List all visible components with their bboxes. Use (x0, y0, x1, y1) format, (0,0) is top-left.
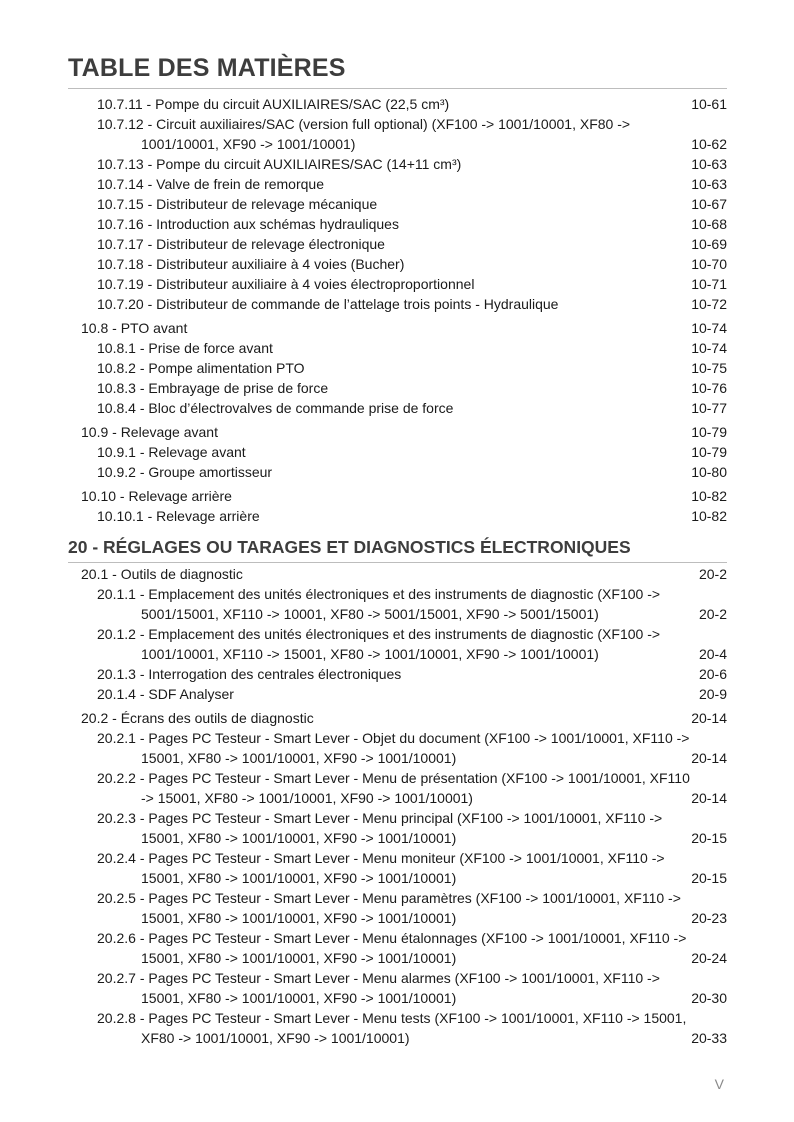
toc-entry-title-continuation: 15001, XF80 -> 1001/10001, XF90 -> 1001/10001) (141, 990, 457, 1006)
toc-entry-page: 10-74 (691, 320, 727, 336)
toc-entry-title (97, 684, 234, 704)
toc-entry-title-line: 20.1.4 - SDF Analyser (97, 686, 234, 702)
toc-entry-page: 10-71 (691, 276, 727, 292)
toc-entry-page: 20-14 (691, 710, 727, 726)
toc-entry-page: 10-70 (691, 256, 727, 272)
toc-entry-title-continuation: -> 15001, XF80 -> 1001/10001, XF90 -> 1001/10001) (141, 790, 473, 806)
toc-entry-title (97, 664, 401, 684)
toc-entry-title (97, 114, 630, 154)
toc-entry-title-line: 10.10 - Relevage arrière (81, 488, 232, 504)
toc-entry-title-line: 20.2 - Écrans des outils de diagnostic (81, 710, 314, 726)
toc-entry-page: 10-79 (691, 444, 727, 460)
toc-entry-title (97, 274, 474, 294)
toc-entry-title (97, 888, 681, 928)
toc-entry-title-continuation: 1001/10001, XF90 -> 1001/10001) (141, 136, 356, 152)
toc-entry-title (97, 214, 399, 234)
toc-entry-title-continuation: 5001/15001, XF110 -> 10001, XF80 -> 5001/15001, XF90 -> 5001/15001) (141, 606, 599, 622)
toc-entry-page: 20-9 (698, 686, 727, 702)
toc-entry-title (97, 294, 558, 314)
toc-entry-page: 10-69 (691, 236, 727, 252)
toc-entry-title (81, 486, 232, 506)
toc-entry-page: 20-6 (698, 666, 727, 682)
toc-entry-title-line: 10.7.11 - Pompe du circuit AUXILIAIRES/SAC (22,5 cm³) (97, 96, 450, 112)
toc-entry-title (97, 154, 461, 174)
toc-entry-title-line: 10.9.2 - Groupe amortisseur (97, 464, 273, 480)
toc-entry-title (81, 422, 218, 442)
toc-entry-title-line: 10.7.13 - Pompe du circuit AUXILIAIRES/SAC (14+11 cm³) (97, 156, 462, 172)
toc-entry-title-continuation: 15001, XF80 -> 1001/10001, XF90 -> 1001/10001) (141, 950, 457, 966)
toc-entry-title (97, 398, 453, 418)
toc-entry-title-continuation: 15001, XF80 -> 1001/10001, XF90 -> 1001/10001) (141, 870, 457, 886)
toc-entry-title (97, 928, 686, 968)
toc-entry-title-line: 10.9 - Relevage avant (81, 424, 218, 440)
toc-entry-title-line: 10.7.18 - Distributeur auxiliaire à 4 voies (Bucher) (97, 256, 405, 272)
toc-entry-page: 10-77 (691, 400, 727, 416)
toc-entry-title-line: 20.2.5 - Pages PC Testeur - Smart Lever - Menu paramètres (XF100 -> 1001/10001, XF110 -> (97, 890, 681, 906)
toc-entry-page: 10-82 (691, 488, 727, 504)
toc-entry-title-line: 10.8 - PTO avant (81, 320, 188, 336)
toc-entry-title (97, 1008, 686, 1048)
toc-entry-title (81, 564, 243, 584)
toc-entry-page: 10-82 (691, 508, 727, 524)
toc-entry-title-line: 20.2.8 - Pages PC Testeur - Smart Lever - Menu tests (XF100 -> 1001/10001, XF110 -> 15001, (97, 1010, 687, 1026)
toc-entry-title-line: 10.7.15 - Distributeur de relevage mécanique (97, 196, 378, 212)
chapter-divider (68, 562, 727, 563)
toc-entry-title (97, 462, 272, 482)
toc-entry-title-line: 10.8.4 - Bloc d’électrovalves de commande prise de force (97, 400, 454, 416)
toc-entry-title-line: 10.7.16 - Introduction aux schémas hydrauliques (97, 216, 399, 232)
toc-entry-page: 10-63 (691, 176, 727, 192)
toc-entry-title-continuation: 1001/10001, XF110 -> 15001, XF80 -> 1001/10001, XF90 -> 1001/10001) (141, 646, 599, 662)
toc-entry-title-line: 20.2.6 - Pages PC Testeur - Smart Lever - Menu étalonnages (XF100 -> 1001/10001, XF110 -> (97, 930, 687, 946)
toc-entry-title-line: 10.7.12 - Circuit auxiliaires/SAC (version full optional) (XF100 -> 1001/10001, XF80 -> (97, 116, 631, 132)
toc-entry-page: 20-15 (691, 830, 727, 846)
toc-entry-title-continuation: XF80 -> 1001/10001, XF90 -> 1001/10001) (141, 1030, 410, 1046)
toc-entry-title (97, 968, 660, 1008)
toc-entry-page: 20-2 (698, 606, 727, 622)
chapter-heading: 20 - RÉGLAGES OU TARAGES ET DIAGNOSTICS ÉLECTRONIQUES (68, 537, 631, 557)
toc-entry-title (81, 318, 187, 338)
toc-entry-title-line: 20.1.3 - Interrogation des centrales électroniques (97, 666, 402, 682)
toc-entry-title-line: 10.7.20 - Distributeur de commande de l’attelage trois points - Hydraulique (97, 296, 559, 312)
toc-entry-title-line: 10.8.3 - Embrayage de prise de force (97, 380, 329, 396)
toc-entry-title (97, 728, 689, 768)
toc-entry-title-line: 10.7.19 - Distributeur auxiliaire à 4 voies électroproportionnel (97, 276, 475, 292)
toc-entry-title (97, 624, 660, 664)
toc-entry-title-line: 20.1.2 - Emplacement des unités électroniques et des instruments de diagnostic (XF100 -> (97, 626, 661, 642)
page-title: TABLE DES MATIÈRES (68, 54, 346, 82)
toc-entry-page: 10-75 (691, 360, 727, 376)
toc-entry-title (97, 194, 377, 214)
toc-entry-title-line: 20.2.2 - Pages PC Testeur - Smart Lever - Menu de présentation (XF100 -> 1001/10001, XF110 (97, 770, 690, 786)
toc-entry-page: 10-67 (691, 196, 727, 212)
toc-entry-page: 20-33 (691, 1030, 727, 1046)
toc-entry-title (97, 174, 324, 194)
toc-entry-page: 10-72 (691, 296, 727, 312)
toc-entry-title (97, 254, 404, 274)
toc-entry-title (97, 442, 246, 462)
toc-entry-title (97, 338, 273, 358)
toc-entry-page: 10-74 (691, 340, 727, 356)
toc-entry-title-line: 20.2.4 - Pages PC Testeur - Smart Lever - Menu moniteur (XF100 -> 1001/10001, XF110 -> (97, 850, 665, 866)
toc-entry-title-line: 20.2.3 - Pages PC Testeur - Smart Lever - Menu principal (XF100 -> 1001/10001, XF110 -> (97, 810, 663, 826)
toc-entry-page: 20-30 (691, 990, 727, 1006)
toc-entry-title-line: 10.10.1 - Relevage arrière (97, 508, 260, 524)
toc-entry-page: 20-15 (691, 870, 727, 886)
toc-entry-title (97, 584, 660, 624)
toc-entry-page: 10-68 (691, 216, 727, 232)
toc-entry-title-line: 10.8.2 - Pompe alimentation PTO (97, 360, 305, 376)
toc-entry-title-line: 10.7.17 - Distributeur de relevage électronique (97, 236, 385, 252)
toc-entry-title-line: 10.9.1 - Relevage avant (97, 444, 246, 460)
toc-entry-title-line: 20.2.7 - Pages PC Testeur - Smart Lever - Menu alarmes (XF100 -> 1001/10001, XF110 -> (97, 970, 660, 986)
toc-entry-title (97, 808, 662, 848)
toc-entry-title-line: 10.8.1 - Prise de force avant (97, 340, 273, 356)
toc-entry-title-line: 20.1.1 - Emplacement des unités électroniques et des instruments de diagnostic (XF100 -> (97, 586, 661, 602)
toc-entry-page: 10-62 (691, 136, 727, 152)
toc-entry-page: 10-61 (691, 96, 727, 112)
toc-entry-title-line: 20.2.1 - Pages PC Testeur - Smart Lever - Objet du document (XF100 -> 1001/10001, XF110 -> (97, 730, 690, 746)
toc-entry-title (97, 378, 328, 398)
toc-entry-page: 20-14 (691, 750, 727, 766)
toc-entry-page: 10-80 (691, 464, 727, 480)
toc-entry-title (97, 234, 385, 254)
toc-entry-title (97, 506, 260, 526)
toc-entry-page: 10-79 (691, 424, 727, 440)
toc-entry-title (97, 848, 665, 888)
toc-entry-title-continuation: 15001, XF80 -> 1001/10001, XF90 -> 1001/10001) (141, 830, 457, 846)
toc-entry-title-line: 10.7.14 - Valve de frein de remorque (97, 176, 324, 192)
toc-entry-title (97, 358, 305, 378)
toc-entry-page: 20-24 (691, 950, 727, 966)
toc-entry-title-continuation: 15001, XF80 -> 1001/10001, XF90 -> 1001/10001) (141, 910, 457, 926)
page-number: V (714, 1076, 724, 1092)
toc-entry-page: 20-23 (691, 910, 727, 926)
toc-entry-title-line: 20.1 - Outils de diagnostic (81, 566, 243, 582)
toc-entry-title (97, 768, 690, 808)
toc-entry-title-continuation: 15001, XF80 -> 1001/10001, XF90 -> 1001/10001) (141, 750, 457, 766)
toc-entry-page: 20-2 (698, 566, 727, 582)
toc-entry-page: 20-4 (698, 646, 727, 662)
toc-entry-page: 10-63 (691, 156, 727, 172)
toc-entry-title (97, 94, 449, 114)
toc-entry-page: 10-76 (691, 380, 727, 396)
toc-entry-title (81, 708, 314, 728)
toc-entry-page: 20-14 (691, 790, 727, 806)
title-divider (68, 88, 727, 89)
